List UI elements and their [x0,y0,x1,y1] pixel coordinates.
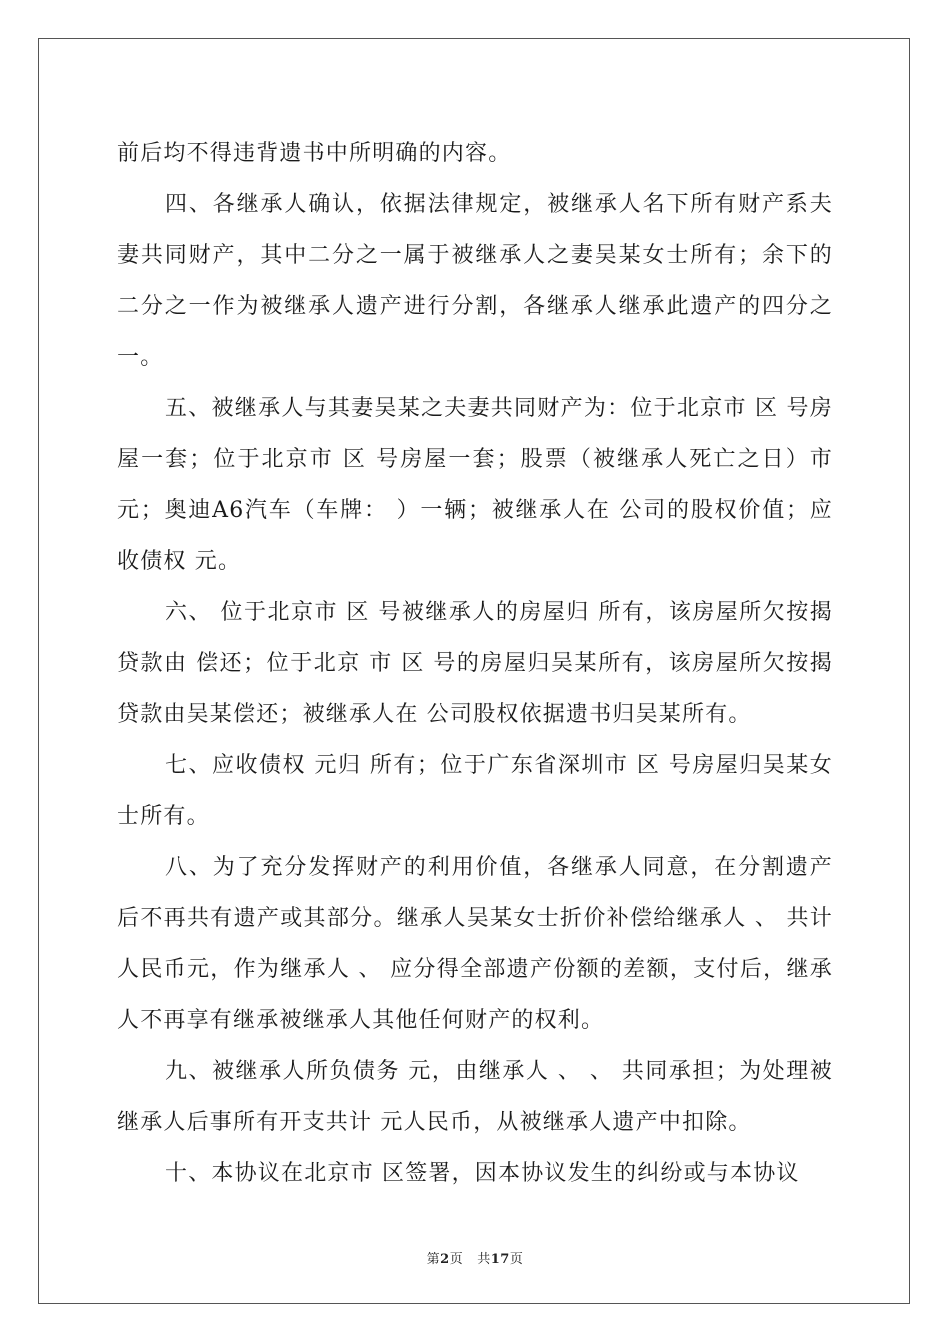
footer-page-number: 2 [440,1252,450,1267]
footer-total-pages: 17 [490,1252,510,1267]
paragraph-clause-6: 六、 位于北京市 区 号被继承人的房屋归 所有，该房屋所欠按揭贷款由 偿还；位于北京 市 区 号的房屋归吴某所有，该房屋所欠按揭贷款由吴某偿还；被继承人在 公司股权依据遗书归吴某所有。 [117,600,833,727]
paragraph-clause-10: 十、本协议在北京市 区签署，因本协议发生的纠纷或与本协议 [165,1161,800,1186]
paragraph-1: 前后均不得违背遗书中所明确的内容。 [117,141,512,166]
paragraph-clause-9: 九、被继承人所负债务 元，由继承人 、 、 共同承担；为处理被继承人后事所有开支共计 元人民币，从被继承人遗产中扣除。 [117,1059,833,1135]
footer-total-suffix: 页 [509,1252,524,1267]
footer-total-prefix: 共 [477,1252,491,1267]
document-body [117,128,833,1199]
paragraph-clause-8: 八、为了充分发挥财产的利用价值，各继承人同意，在分割遗产后不再共有遗产或其部分。继承人吴某女士折价补偿给继承人 、 共计人民币元，作为继承人 、 应分得全部遗产份额的差额，支付后，继承人不再享有继承被继承人其他任何财产的权利。 [117,855,833,1033]
paragraph-clause-4: 四、各继承人确认，依据法律规定，被继承人名下所有财产系夫妻共同财产，其中二分之一属于被继承人之妻吴某女士所有；余下的二分之一作为被继承人遗产进行分割，各继承人继承此遗产的四分之一。 [117,192,833,370]
paragraph-clause-5: 五、被继承人与其妻吴某之夫妻共同财产为：位于北京市 区 号房屋一套；位于北京市 区 号房屋一套；股票（被继承人死亡之日）市元；奥迪A6汽车（车牌： ）一辆；被继承人在 公司的股权价值；应收债权 元。 [117,396,833,574]
page-footer [0,1248,950,1267]
footer-page-prefix: 第 [426,1252,441,1267]
paragraph-clause-7: 七、应收债权 元归 所有；位于广东省深圳市 区 号房屋归吴某女士所有。 [117,753,833,829]
footer-page-suffix: 页 [449,1252,464,1267]
